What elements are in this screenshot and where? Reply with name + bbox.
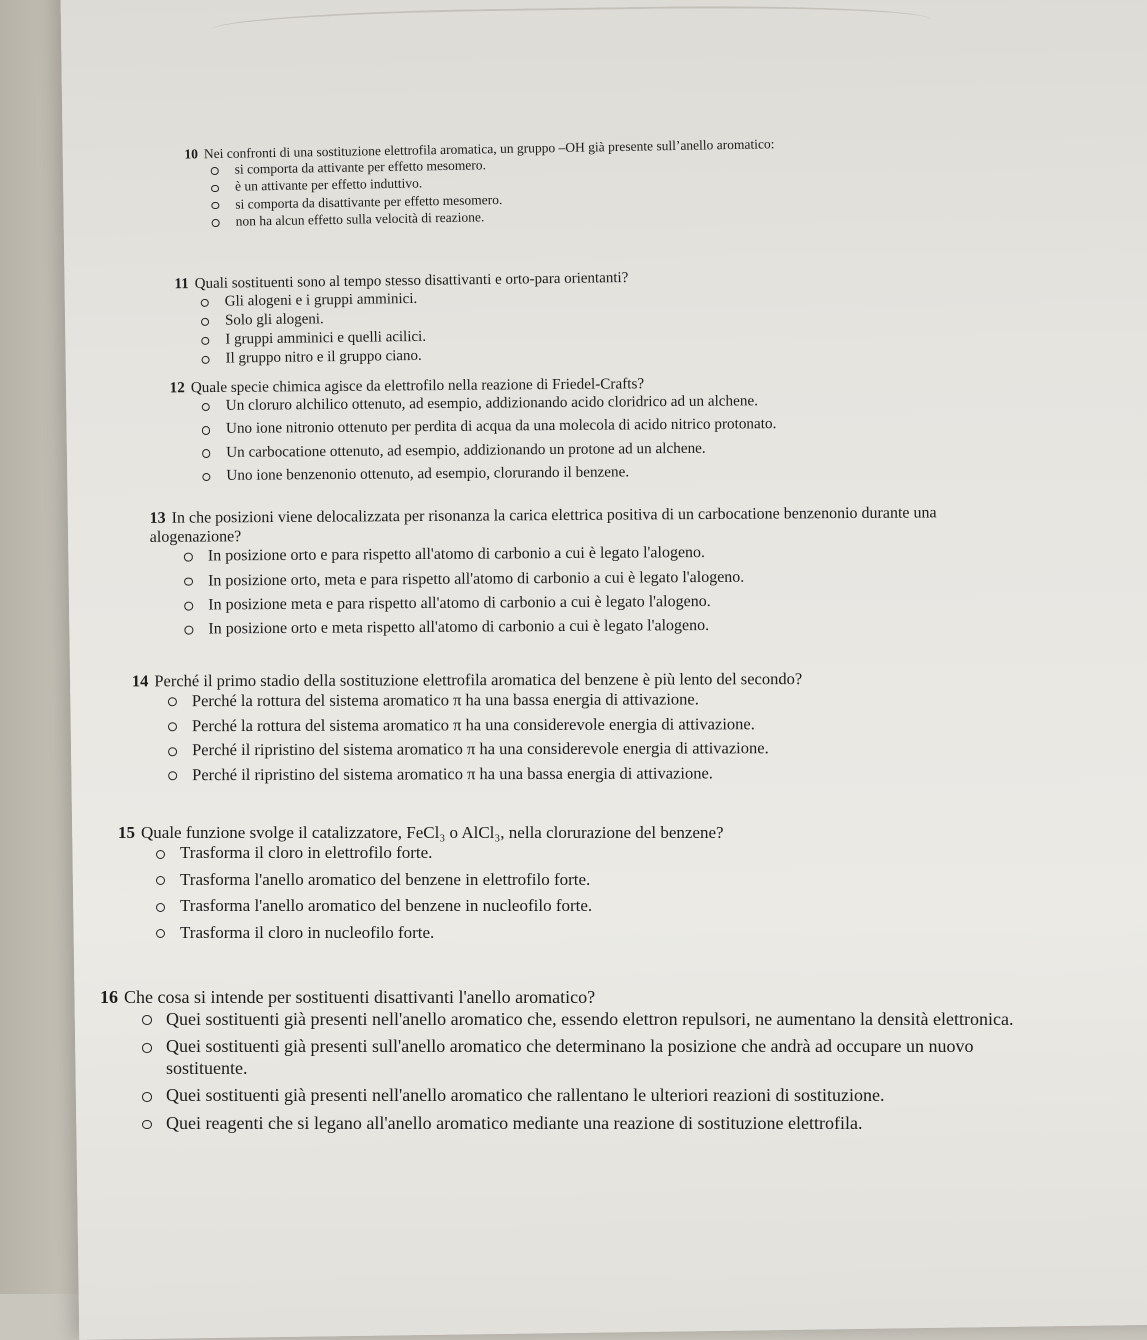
options-list [166,688,932,785]
option-item[interactable]: In posizione orto e meta rispetto all'atomo di carbonio a cui è legato l'alogeno. [182,614,970,639]
radio-circle-icon[interactable] [202,449,210,457]
radio-circle-icon[interactable] [201,318,209,326]
question-14 [132,669,932,791]
radio-circle-icon[interactable] [156,876,165,885]
radio-circle-icon[interactable] [142,1043,152,1053]
options-list [200,391,941,485]
option-item[interactable]: Quei sostituenti già presenti nell'anello aromatico che rallentano le ulteriori reazioni di sostituzione. [140,1085,1030,1107]
options-list [199,283,936,368]
question-15 [118,823,938,949]
radio-circle-icon[interactable] [184,601,193,610]
option-item[interactable]: Trasforma il cloro in elettrofilo forte. [154,843,938,863]
radio-circle-icon[interactable] [202,473,210,481]
question-number: 13 [149,509,166,527]
question-number: 16 [100,987,118,1007]
option-item[interactable]: In posizione orto e para rispetto all'atomo di carbonio a cui è legato l'alogeno. [182,542,970,567]
option-item[interactable]: Perché la rottura del sistema aromatico π ha una bassa energia di attivazione. [166,688,932,710]
radio-circle-icon[interactable] [184,577,193,586]
option-item[interactable]: si comporta da attivante per effetto mesomero. [209,150,935,179]
question-number: 14 [131,671,149,691]
radio-circle-icon[interactable] [201,337,209,345]
option-item[interactable]: Quei reagenti che si legano all'anello aromatico mediante una reazione di sostituzione elettrofila. [140,1113,1030,1135]
radio-circle-icon[interactable] [184,626,193,635]
option-item[interactable]: Perché il ripristino del sistema aromatico π ha una bassa energia di attivazione. [166,763,932,785]
radio-circle-icon[interactable] [202,403,210,411]
radio-circle-icon[interactable] [212,219,220,227]
option-item[interactable]: Uno ione benzenonio ottenuto, ad esempio, clorurando il benzene. [200,461,940,486]
question-12 [170,373,941,491]
option-item[interactable]: Trasforma l'anello aromatico del benzene in elettrofilo forte. [154,870,938,890]
radio-circle-icon[interactable] [201,299,209,307]
radio-circle-icon[interactable] [142,1120,152,1130]
option-item[interactable]: non ha alcun effetto sulla velocità di reazione. [209,201,935,230]
radio-circle-icon[interactable] [142,1015,152,1025]
radio-circle-icon[interactable] [168,772,177,781]
question-number: 11 [174,276,189,293]
radio-circle-icon[interactable] [211,202,219,210]
radio-circle-icon[interactable] [156,929,165,938]
question-text: 16 Che cosa si intende per sostituenti disattivanti l'anello aromatico? [100,987,596,1007]
question-text: 11 Quali sostituenti sono al tempo stesso disattivanti e orto-para orientanti? [174,269,629,293]
option-item[interactable]: Quei sostituenti già presenti nell'anello aromatico che, essendo elettron repulsori, ne aumentano la densità elettronica. [140,1009,1030,1031]
option-item[interactable]: I gruppi amminici e quelli acilici. [199,321,935,349]
radio-circle-icon[interactable] [168,697,177,706]
radio-circle-icon[interactable] [156,850,165,859]
radio-circle-icon[interactable] [168,722,177,731]
options-list [154,843,938,943]
option-item[interactable]: Trasforma l'anello aromatico del benzene in nucleofilo forte. [154,896,938,916]
radio-circle-icon[interactable] [211,184,219,192]
option-item[interactable]: Trasforma il cloro in nucleofilo forte. [154,923,938,943]
option-item[interactable]: si comporta da disattivante per effetto mesomero. [209,184,935,213]
option-item[interactable]: Perché il ripristino del sistema aromatico π ha una considerevole energia di attivazione. [166,738,932,760]
option-item[interactable]: In posizione meta e para rispetto all'atomo di carbonio a cui è legato l'alogeno. [182,590,970,615]
options-list [182,542,971,639]
radio-circle-icon[interactable] [168,747,177,756]
option-item[interactable]: Il gruppo nitro e il gruppo ciano. [199,340,935,368]
question-text: 10 Nei confronti di una sostituzione elettrofila aromatica, un gruppo –OH già presente sull’anello aromatico: [184,136,775,162]
question-number: 15 [118,823,135,842]
option-item[interactable]: Uno ione nitronio ottenuto per perdita di acqua da una molecola di acido nitrico protonato. [200,414,940,439]
radio-circle-icon[interactable] [202,356,210,364]
question-13 [150,503,971,644]
radio-circle-icon[interactable] [156,903,165,912]
option-item[interactable]: Quei sostituenti già presenti sull'anello aromatico che determinano la posizione che andrà ad occupare un nuovo sostituente. [140,1036,1030,1079]
options-list [140,1009,1030,1135]
question-text: 13 In che posizioni viene delocalizzata per risonanza la carica elettrica positiva di un carbocatione benzenonio durante una alogenazione? [149,504,937,547]
radio-circle-icon[interactable] [184,553,193,562]
question-10 [184,133,935,231]
option-item[interactable]: Gli alogeni e i gruppi amminici. [199,283,935,311]
radio-circle-icon[interactable] [202,426,210,434]
option-item[interactable]: è un attivante per effetto induttivo. [209,167,935,196]
option-item[interactable]: Un carbocatione ottenuto, ad esempio, addizionando un protone ad un alchene. [200,437,940,462]
question-text: 12 Quale specie chimica agisce da elettrofilo nella reazione di Friedel-Crafts? [169,375,645,397]
option-item[interactable]: Un cloruro alchilico ottenuto, ad esempio, addizionando acido cloridrico ad un alchene. [200,391,940,416]
options-list [209,150,936,230]
question-11 [174,265,935,370]
question-text: 15 Quale funzione svolge il catalizzatore, FeCl₃ o AlCl₃, nella clorurazione del benzene? [118,823,724,842]
question-16 [100,987,1030,1141]
question-number: 12 [169,379,185,397]
radio-circle-icon[interactable] [211,167,219,175]
option-item[interactable]: Perché la rottura del sistema aromatico π ha una considerevole energia di attivazione. [166,713,932,735]
question-number: 10 [184,146,199,162]
question-text: 14 Perché il primo stadio della sostituzione elettrofila aromatica del benzene è più lento del secondo? [131,669,803,691]
option-item[interactable]: In posizione orto, meta e para rispetto all'atomo di carbonio a cui è legato l'alogeno. [182,566,970,591]
option-item[interactable]: Solo gli alogeni. [199,302,935,330]
radio-circle-icon[interactable] [142,1092,152,1102]
